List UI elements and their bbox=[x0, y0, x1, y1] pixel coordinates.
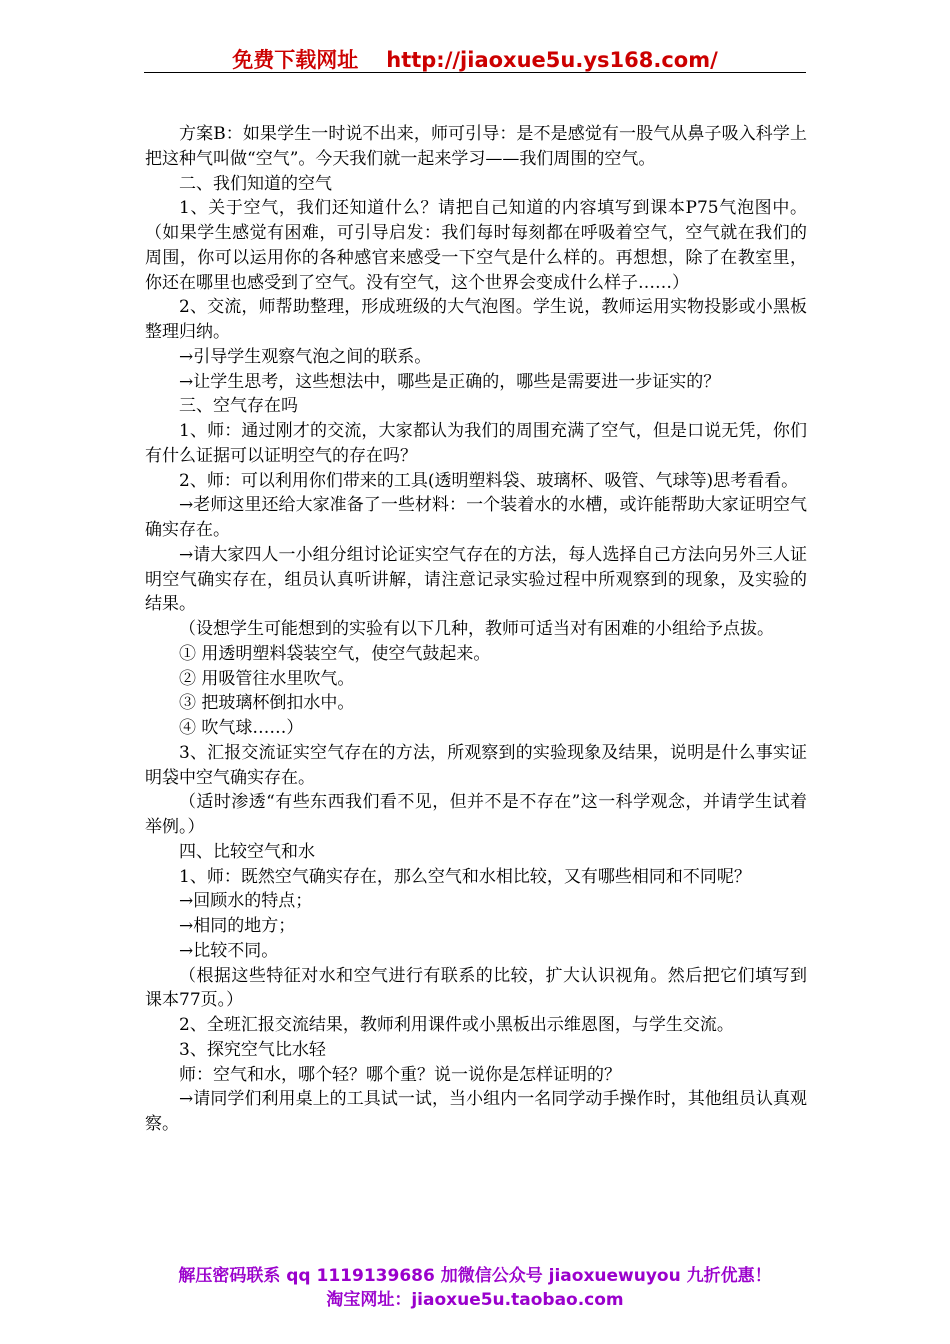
header-label: 免费下载网址 bbox=[232, 48, 359, 72]
paragraph: 2、师：可以利用你们带来的工具(透明塑料袋、玻璃杯、吸管、气球等)思考看看。 bbox=[179, 470, 799, 491]
paragraph: （适时渗透“有些东西我们看不见，但并不是不存在”这一科学观念，并请学生试着举例。） bbox=[145, 792, 807, 837]
footer-shop-url[interactable]: 淘宝网址：jiaoxue5u.taobao.com bbox=[326, 1290, 624, 1310]
paragraph: →相同的地方； bbox=[179, 916, 296, 936]
document-body bbox=[145, 122, 807, 1137]
paragraph: 1、师：通过刚才的交流，大家都认为我们的周围充满了空气，但是口说无凭，你们有什么证据可以证明空气的存在吗？ bbox=[145, 421, 807, 466]
paragraph: →请同学们利用桌上的工具试一试，当小组内一名同学动手操作时，其他组员认真观察。 bbox=[145, 1089, 807, 1134]
paragraph: 3、汇报交流证实空气存在的方法，所观察到的实验现象及结果，说明是什么事实证明袋中空气确实存在。 bbox=[145, 742, 807, 788]
list-item: ② 用吸管往水里吹气。 bbox=[179, 668, 355, 689]
page-footer bbox=[0, 1264, 950, 1312]
paragraph: （设想学生可能想到的实验有以下几种，教师可适当对有困难的小组给予点拔。 bbox=[179, 619, 774, 639]
paragraph: →老师这里还给大家准备了一些材料：一个装着水的水槽，或许能帮助大家证明空气确实存在。 bbox=[145, 495, 807, 540]
list-item: ④ 吹气球……） bbox=[179, 718, 304, 738]
section-heading: 二、我们知道的空气 bbox=[179, 173, 332, 194]
paragraph: 1、关于空气，我们还知道什么？请把自己知道的内容填写到课本P75气泡图中。（如果学生感觉有困难，可引导启发：我们每时每刻都在呼吸着空气，空气就在我们的周围，你可以运用你的各种感官来感受一下空气是什么样的。再想想，除了在教室里，你还在哪里也感受到了空气。没有空气，这个世界会变成什么样子……） bbox=[145, 198, 807, 293]
paragraph: 1、师：既然空气确实存在，那么空气和水相比较，又有哪些相同和不同呢？ bbox=[179, 866, 751, 887]
paragraph: 方案B：如果学生一时说不出来，师可引导：是不是感觉有一股气从鼻子吸入科学上把这种气叫做“空气”。今天我们就一起来学习——我们周围的空气。 bbox=[145, 124, 807, 169]
paragraph: 2、全班汇报交流结果，教师利用课件或小黑板出示维恩图，与学生交流。 bbox=[179, 1015, 734, 1035]
page-header bbox=[0, 44, 950, 74]
paragraph: 师：空气和水，哪个轻？哪个重？说一说你是怎样证明的？ bbox=[179, 1064, 621, 1085]
list-item: ③ 把玻璃杯倒扣水中。 bbox=[179, 693, 355, 714]
section-heading: 三、空气存在吗 bbox=[179, 396, 298, 417]
header-rule bbox=[144, 72, 806, 73]
paragraph: →让学生思考，这些想法中，哪些是正确的，哪些是需要进一步证实的？ bbox=[179, 371, 721, 392]
paragraph: （根据这些特征对水和空气进行有联系的比较，扩大认识视角。然后把它们填写到课本77页。） bbox=[145, 965, 807, 1011]
paragraph: 3、探究空气比水轻 bbox=[179, 1039, 326, 1060]
list-item: ① 用透明塑料袋装空气，使空气鼓起来。 bbox=[179, 643, 491, 664]
paragraph: →请大家四人一小组分组讨论证实空气存在的方法，每人选择自己方法向另外三人证明空气确实存在，组员认真听讲解，请注意记录实验过程中所观察到的现象，及实验的结果。 bbox=[145, 544, 807, 615]
paragraph: →比较不同。 bbox=[179, 940, 279, 961]
section-heading: 四、比较空气和水 bbox=[179, 841, 315, 862]
footer-contact: 解压密码联系 qq 1119139686 加微信公众号 jiaoxuewuyou 九折优惠！ bbox=[178, 1266, 772, 1286]
header-url[interactable]: http://jiaoxue5u.ys168.com/ bbox=[386, 48, 718, 72]
paragraph: →引导学生观察气泡之间的联系。 bbox=[179, 346, 432, 367]
paragraph: 2、交流，师帮助整理，形成班级的大气泡图。学生说，教师运用实物投影或小黑板整理归纳。 bbox=[145, 297, 807, 342]
paragraph: →回顾水的特点； bbox=[179, 891, 313, 912]
